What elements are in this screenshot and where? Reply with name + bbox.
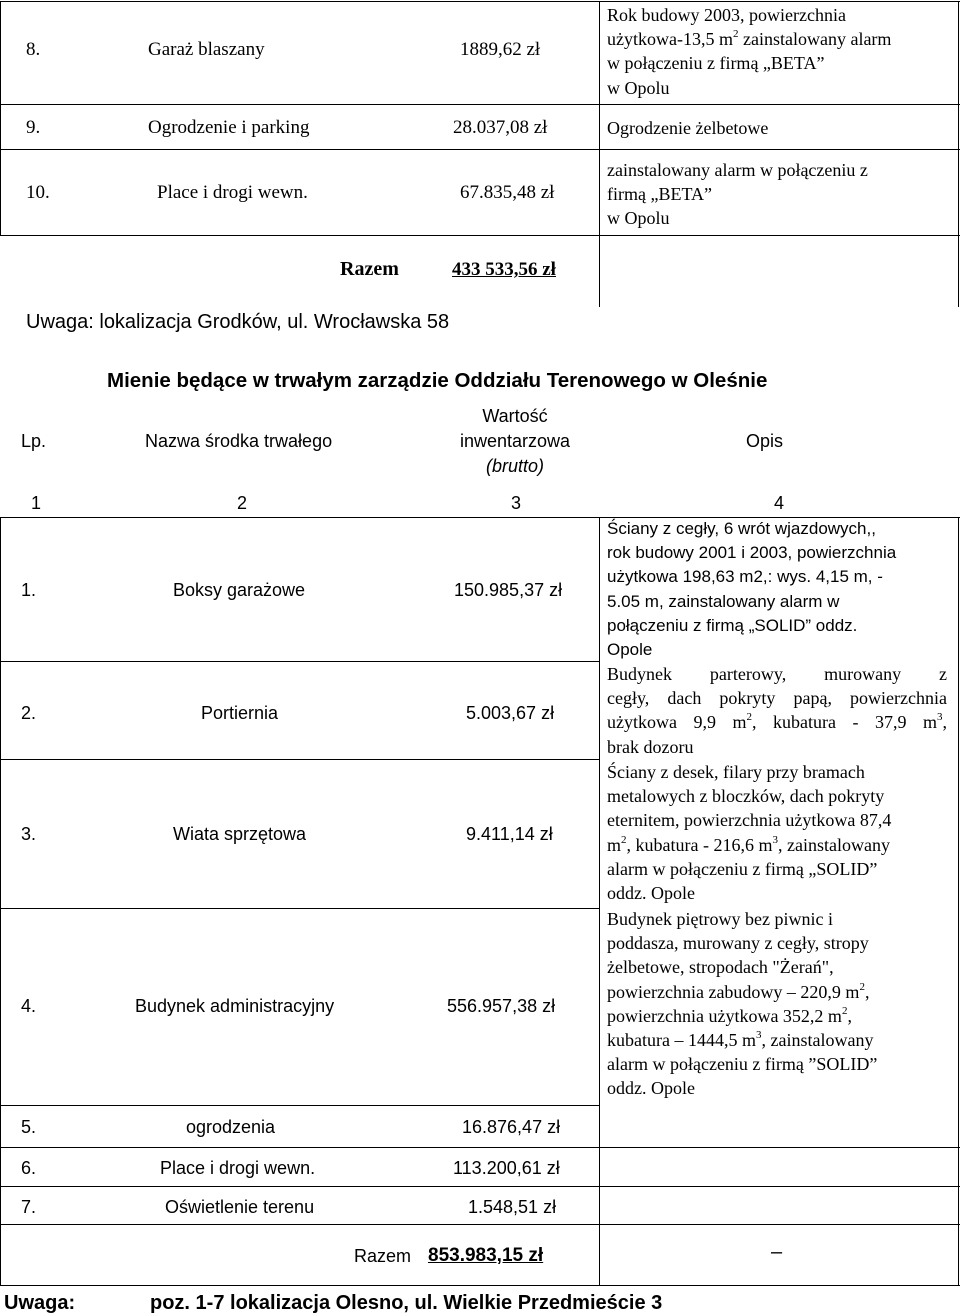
total-desc: – — [771, 1241, 783, 1263]
row-lp: 10. — [26, 182, 50, 203]
row-name: Ogrodzenie i parking — [148, 117, 310, 138]
row-lp: 2. — [21, 703, 37, 723]
location-note-label: Uwaga: — [4, 1292, 76, 1314]
total-label: Razem — [354, 1246, 412, 1266]
col-number: 4 — [774, 493, 785, 513]
section-title: Mienie będące w trwałym zarządzie Oddziału Terenowego w Oleśnie — [107, 369, 768, 392]
location-note: poz. 1-7 lokalizacja Olesno, ul. Wielkie Przedmieście 3 — [150, 1292, 663, 1314]
row-name: Portiernia — [201, 703, 279, 723]
row-lp: 1. — [21, 580, 37, 600]
row-lp: 4. — [21, 996, 37, 1016]
row-desc: Ściany z desek, filary przy bramach metalowych z bloczków, dach pokryty eternitem, powierzchnia użytkowa 87,4 $m^2$, kubatura - 216,6 $m^3$, zainstalowany alarm w połączeniu z firmą „SOLID” oddz. Opole — [607, 762, 892, 904]
row-name: Oświetlenie terenu — [165, 1197, 315, 1217]
location-note: Uwaga: lokalizacja Grodków, ul. Wrocławska 58 — [26, 311, 450, 333]
row-value: 16.876,47 zł — [462, 1117, 561, 1137]
row-lp: 3. — [21, 824, 37, 844]
header-name: Nazwa środka trwałego — [145, 431, 333, 451]
row-name: Place i drogi wewn. — [160, 1158, 316, 1178]
row-desc: zainstalowany alarm w połączeniu z firmą „BETA” w Opolu — [607, 160, 868, 229]
row-lp: 5. — [21, 1117, 37, 1137]
row-lp: 9. — [26, 117, 41, 138]
header-desc: Opis — [746, 431, 784, 451]
row-name: Wiata sprzętowa — [173, 824, 307, 844]
row-value: 28.037,08 zł — [453, 117, 548, 138]
col-number: 1 — [31, 493, 42, 513]
row-name: Boksy garażowe — [173, 580, 306, 600]
row-lp: 8. — [26, 39, 41, 60]
total-value: 433 533,56 zł — [452, 259, 556, 280]
row-desc: Ogrodzenie żelbetowe — [607, 118, 769, 138]
total-value: 853.983,15 zł — [428, 1245, 544, 1266]
row-desc: Ściany z cegły, 6 wrót wjazdowych,, rok budowy 2001 i 2003, powierzchnia użytkowa 198,63 m2,: wys. 4,15 m, - 5.05 m, zainstalowany alarm w połączeniu z firmą „SOLID” oddz. Opole — [607, 519, 897, 660]
row-value: 5.003,67 zł — [466, 703, 555, 723]
col-number: 3 — [511, 493, 522, 513]
col-number: 2 — [237, 493, 248, 513]
row-name: Place i drogi wewn. — [157, 182, 308, 203]
row-desc: Budynek parterowy, murowany z cegły, dach pokryty papą, powierzchnia użytkowa 9,9 $m^2$, kubatura - 37,9 $m^3$, brak dozoru — [607, 664, 947, 757]
row-lp: 6. — [21, 1158, 37, 1178]
row-desc: Budynek piętrowy bez piwnic i poddasza, murowany z cegły, stropy żelbetowe, stropodach "Żerań", powierzchnia zabudowy – 220,9 $m^2$, powierzchnia użytkowa 352,2 $m^2$, kubatura – 1444,5 $m^3$, zainstalowany alarm w połączeniu z firmą ”SOLID” oddz. Opole — [607, 909, 878, 1099]
row-value: 1889,62 zł — [460, 39, 541, 60]
row-value: 1.548,51 zł — [468, 1197, 557, 1217]
row-value: 150.985,37 zł — [454, 580, 563, 600]
row-name: ogrodzenia — [186, 1117, 276, 1137]
row-name: Garaż blaszany — [148, 39, 265, 60]
row-value: 9.411,14 zł — [466, 824, 553, 844]
total-label: Razem — [340, 258, 399, 280]
row-value: 67.835,48 zł — [460, 182, 555, 203]
row-value: 556.957,38 zł — [447, 996, 556, 1016]
row-value: 113.200,61 zł — [453, 1158, 560, 1178]
header-lp: Lp. — [21, 431, 47, 451]
row-desc: Rok budowy 2003, powierzchnia użytkowa-13,5 $m^2$ zainstalowany alarm w połączeniu z firmą „BETA” w Opolu — [607, 5, 892, 98]
row-name: Budynek administracyjny — [135, 996, 335, 1016]
header-value: Wartość inwentarzowa (brutto) — [459, 406, 571, 476]
row-lp: 7. — [21, 1197, 37, 1217]
